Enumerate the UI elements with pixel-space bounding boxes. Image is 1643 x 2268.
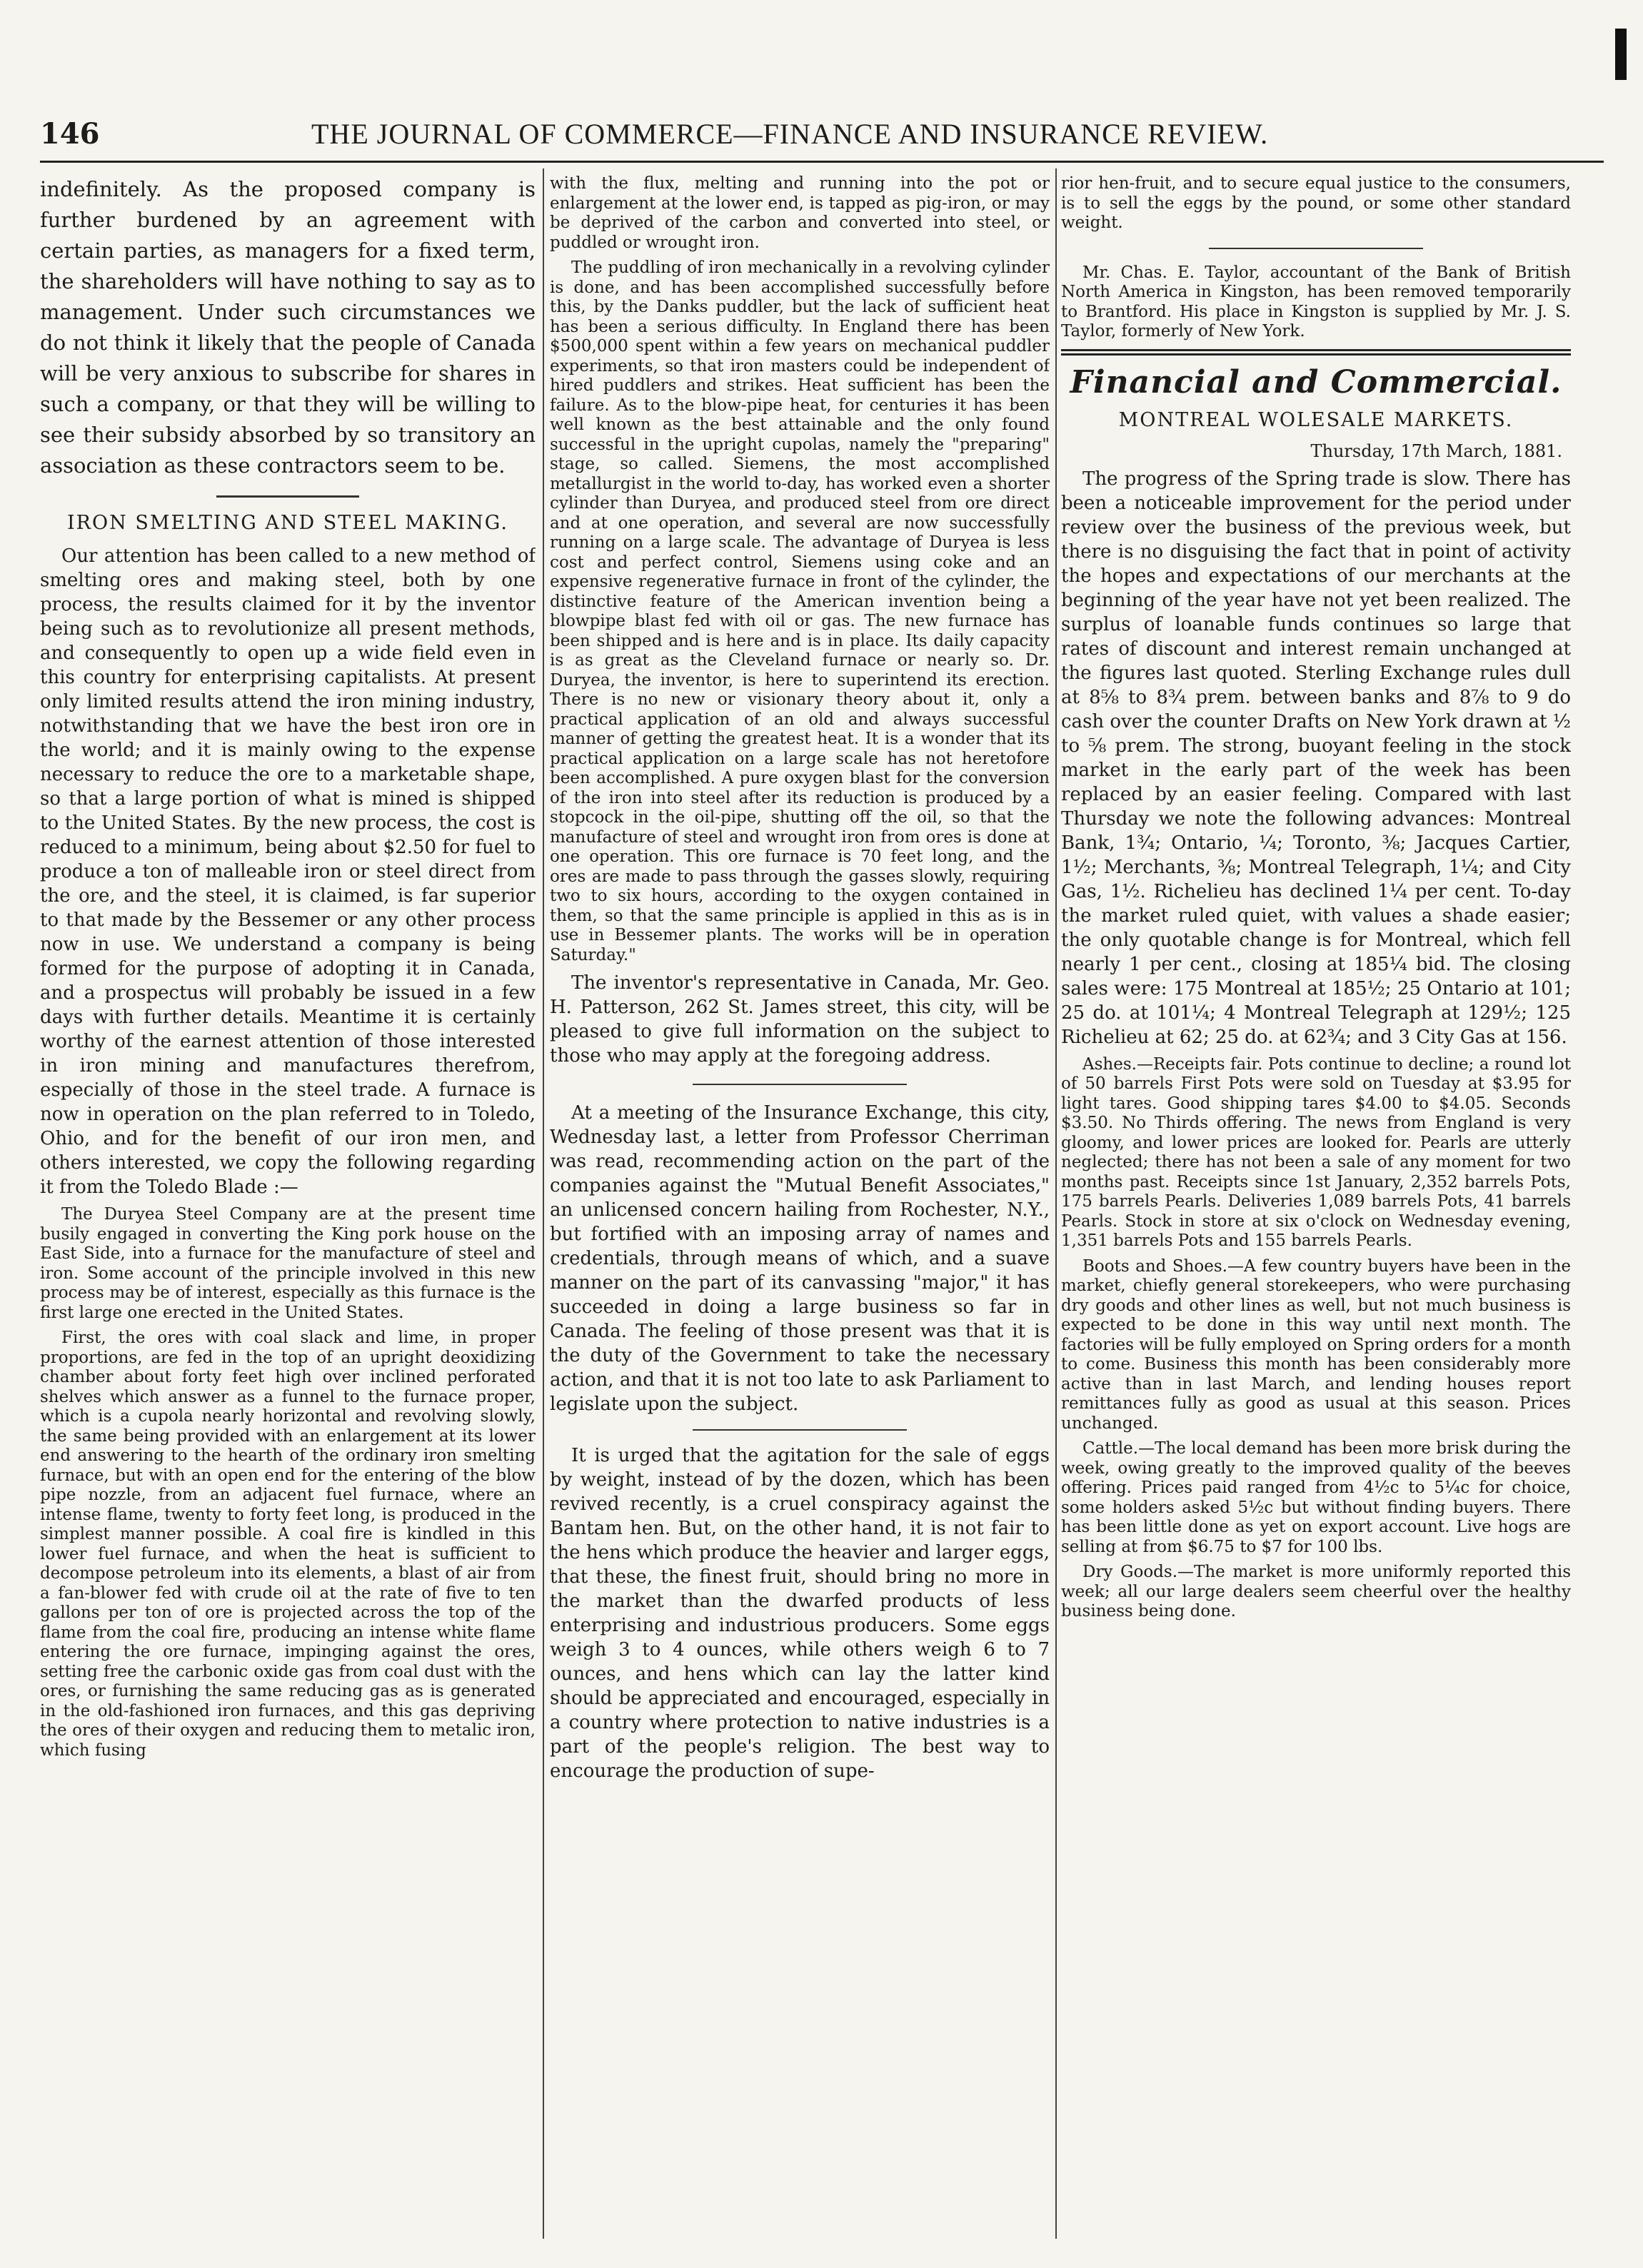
article-paragraph: The progress of the Spring trade is slow. There has been a noticeable improvement for the period under review over the business of the previous week, but there is no disguising the fact that in point of activity the hopes and expectations of our merchants at the beginning of the year have not yet been realized. The surplus of loanable funds continues so large that rates of discount and interest remain unchanged at the figures last quoted. Sterling Exchange rules dull at 8⅝ to 8¾ prem. between banks and 8⅞ to 9 do cash over the counter Drafts on New York drawn at ½ to ⅝ prem. The strong, buoyant feeling in the stock market in the early part of the week has been replaced by an easier feeling. Compared with last Thursday we note the following advances: Montreal Bank, 1¾; Ontario, ¼; Toronto, ⅜; Jacques Cartier, 1½; Merchants, ⅜; Montreal Telegraph, 1¼; and City Gas, 1½. Richelieu has declined 1¼ per cent. To-day the market ruled quiet, with values a shade easier; the only quotable change is for Montreal, which fell nearly 1 per cent., closing at 185¼ bid. The closing sales were: 175 Montreal at 185½; 25 Ontario at 101; 25 do. at 101¼; 4 Montreal Telegraph at 129½; 125 Richelieu at 62; 25 do. at 62¾; and 3 City Gas at 156. [1061, 468, 1571, 1048]
running-title: THE JOURNAL OF COMMERCE—FINANCE AND INSURANCE REVIEW. [311, 118, 1269, 150]
page-header [40, 107, 1311, 157]
market-paragraph-ashes: Ashes.—Receipts fair. Pots continue to decline; a round lot of 50 barrels First Pots were sold on Tuesday at $3.95 for light tares. Good shipping tares $4.00 to $4.05. Seconds $3.50. No Thirds offering. The news from England is very gloomy, and lower prices are looked for. Pearls are utterly neglected; there has not been a sale of any moment for two months past. Receipts since 1st January, 2,352 barrels Pots, 175 barrels Pearls. Deliveries 1,089 barrels Pots, 41 barrels Pearls. Stock in store at six o'clock on Wednesday evening, 1,351 barrels Pots and 155 barrels Pearls. [1061, 1054, 1571, 1250]
market-paragraph-drygoods: Dry Goods.—The market is more uniformly reported this week; all our large dealers seem cheerful over the healthy business being done. [1061, 1563, 1571, 1621]
column-1 [40, 174, 536, 2230]
separator-rule [693, 1084, 907, 1085]
quoted-paragraph: The puddling of iron mechanically in a revolving cylinder is done, and has been accomplished successfully before this, by the Danks puddler, but the lack of sufficient heat has been a serious difficulty. In England there has been $500,000 spent within a few years on mechanical puddler experiments, so that iron masters could be independent of hired puddlers and strikes. Heat sufficient has been the failure. As to the blow-pipe heat, for centuries it has been well known as the best attainable and the only found successful in the upright cupolas, namely the "preparing" stage, so called. Siemens, the most accomplished metallurgist in the world to-day, has worked even a shorter cylinder than Duryea, and produced steel from ore direct and at one operation, and several are now successfully running on a large scale. The advantage of Duryea is less cost and perfect control, Siemens using coke and an expensive regenerative furnace in front of the cylinder, the distinctive feature of the American invention being a blowpipe blast fed with oil or gas. The new furnace has been shipped and is here and is in place. Its daily capacity is as great as the Cleveland furnace or nearly so. Dr. Duryea, the inventor, is here to superintend its erection. There is no new or visionary theory about it, only a practical application of an old and always successful manner of getting the greatest heat. It is a wonder that its practical application on a large scale has not heretofore been accomplished. A pure oxygen blast for the conversion of the iron into steel after its reduction is produced by a stopcock in the oil-pipe, shutting off the oil, so that the manufacture of steel and wrought iron from ores is done at one operation. This ore furnace is 70 feet long, and the ores are made to pass through the gasses slowly, requiring two to six hours, according to the oxygen contained in them, so that the same principle is applied in this as is in use in Bessemer plants. The works will be in operation Saturday." [550, 258, 1050, 964]
quoted-paragraph: The Duryea Steel Company are at the present time busily engaged in converting the King pork house on the East Side, into a furnace for the manufacture of steel and iron. Some account of the principle involved in this new process may be of interest, especially as this furnace is the first large one erected in the United States. [40, 1205, 536, 1322]
dateline: Thursday, 17th March, 1881. [1310, 440, 1562, 461]
quoted-paragraph: with the flux, melting and running into the pot or enlargement at the lower end, is tapped as pig-iron, or may be deprived of the carbon and converted into steel, or puddled or wrought iron. [550, 174, 1050, 252]
column-3 [1061, 174, 1571, 2230]
article-continuation: rior hen-fruit, and to secure equal justice to the consumers, is to sell the eggs by the pound, or some other standard weight. [1061, 174, 1571, 232]
article-paragraph: Mr. Chas. E. Taylor, accountant of the Bank of British North America in Kingston, has been removed temporarily to Brantford. His place in Kingston is supplied by Mr. J. S. Taylor, formerly of New York. [1061, 263, 1571, 341]
quoted-paragraph: First, the ores with coal slack and lime, in proper proportions, are fed in the top of an upright deoxidizing chamber about forty feet high over inclined perforated shelves which answer as a funnel to the furnace proper, which is a cupola nearly horizontal and revolving slowly, the same being provided with an enlargement at its lower end answering to the hearth of the ordinary iron smelting furnace, but with an open end for the entering of the blow pipe nozzle, from an adjacent fuel furnace, where an intense flame, twenty to forty feet long, is produced in the simplest manner possible. A coal fire is kindled in this lower fuel furnace, and when the heat is sufficient to decompose petroleum into its elements, a blast of air from a fan-blower fed with crude oil at the rate of five to ten gallons per ton of ore is projected across the top of the flame from the coal fire, producing an intense white flame entering the ore furnace, impinging against the ores, setting free the carbonic oxide gas from coal dust with the ores, or furnishing the same reducing gas as is generated in the old-fashioned iron furnaces, and this gas depriving the ores of their oxygen and reducing them to metalic iron, which fusing [40, 1329, 536, 1760]
section-title: Financial and Commercial. [1070, 363, 1562, 400]
section-double-rule [1061, 349, 1571, 356]
article-paragraph: At a meeting of the Insurance Exchange, this city, Wednesday last, a letter from Professor Cherriman was read, recommending action on the part of the companies against the "Mutual Benefit Associates," an unlicensed concern hailing from Rochester, N.Y., but fortified with an imposing array of names and credentials, through means of which, and a suave manner on the part of its canvassing "major," it has succeeded in doing a large business so far in Canada. The feeling of those present was that it is the duty of the Government to take the necessary action, and that it is not too late to ask Parliament to legislate upon the subject. [550, 1102, 1050, 1415]
column-rule [1055, 168, 1057, 2239]
separator-rule [216, 495, 359, 498]
page-number: 146 [40, 117, 100, 151]
article-heading: IRON SMELTING AND STEEL MAKING. [67, 512, 508, 534]
header-rule [40, 161, 1604, 163]
article-paragraph: The inventor's representative in Canada, Mr. Geo. H. Patterson, 262 St. James street, this city, will be pleased to give full information on the subject to those who may apply at the foregoing address. [550, 972, 1050, 1067]
article-heading: MONTREAL WOLESALE MARKETS. [1118, 408, 1514, 431]
market-paragraph-cattle: Cattle.—The local demand has been more brisk during the week, owing greatly to the improved quality of the beeves offering. Prices paid ranged from 4½c to 5¼c for choice, some holders asked 5½c but without finding buyers. There has been little done as yet on export account. Live hogs are selling at from $6.75 to $7 for 100 lbs. [1061, 1439, 1571, 1556]
market-paragraph-boots: Boots and Shoes.—A few country buyers have been in the market, chiefly general storekeepers, who were purchasing dry goods and other lines as well, but not much business is expected to be done in this way until next month. The factories will be fully employed on Spring orders for a month to come. Business this month has been considerably more active than in last March, and lending houses report remittances fully as good as usual at this season. Prices unchanged. [1061, 1256, 1571, 1433]
article-paragraph: It is urged that the agitation for the sale of eggs by weight, instead of by the dozen, which has been revived recently, is a cruel conspiracy against the Bantam hen. But, on the other hand, it is not fair to the hens which produce the heavier and larger eggs, that these, the finest fruit, should bring no more in the market than the dwarfed products of less enterprising and industrious producers. Some eggs weigh 3 to 4 ounces, while others weigh 6 to 7 ounces, and hens which can lay the latter kind should be appreciated and encouraged, especially in a country where protection to native industries is a part of the people's religion. The best way to encourage the production of supe- [550, 1445, 1050, 1782]
column-2 [550, 174, 1050, 2230]
column-rule [543, 168, 544, 2239]
separator-rule [1209, 248, 1423, 249]
separator-rule [693, 1429, 907, 1431]
edge-mark [1615, 29, 1627, 80]
article-continuation: indefinitely. As the proposed company is further burdened by an agreement with certain parties, as managers for a fixed term, the shareholders will have nothing to say as to management. Under such circumstances we do not think it likely that the people of Canada will be very anxious to subscribe for shares in such a company, or that they will be willing to see their subsidy absorbed by so transitory an association as these contractors seem to be. [40, 177, 536, 478]
article-paragraph: Our attention has been called to a new method of smelting ores and making steel, both by one process, the results claimed for it by the inventor being such as to revolutionize all present methods, and consequently to open up a wide field even in this country for enterprising capitalists. At present only limited results attend the iron mining industry, notwithstanding that we have the best iron ore in the world; and it is mainly owing to the expense necessary to reduce the ore to a marketable shape, so that a large portion of what is mined is shipped to the United States. By the new process, the cost is reduced to a minimum, being about $2.50 for fuel to produce a ton of malleable iron or steel direct from the ore, and the steel, it is claimed, is far superior to that made by the Bessemer or any other process now in use. We understand a company is being formed for the purpose of adopting it in Canada, and a prospectus will probably be issued in a few days with further details. Meantime it is certainly worthy of the earnest attention of those interested in iron mining and manufactures therefrom, especially of those in the steel trade. A furnace is now in operation on the plan referred to in Toledo, Ohio, and for the benefit of our iron men, and others interested, we copy the following regarding it from the Toledo Blade :— [40, 545, 536, 1198]
